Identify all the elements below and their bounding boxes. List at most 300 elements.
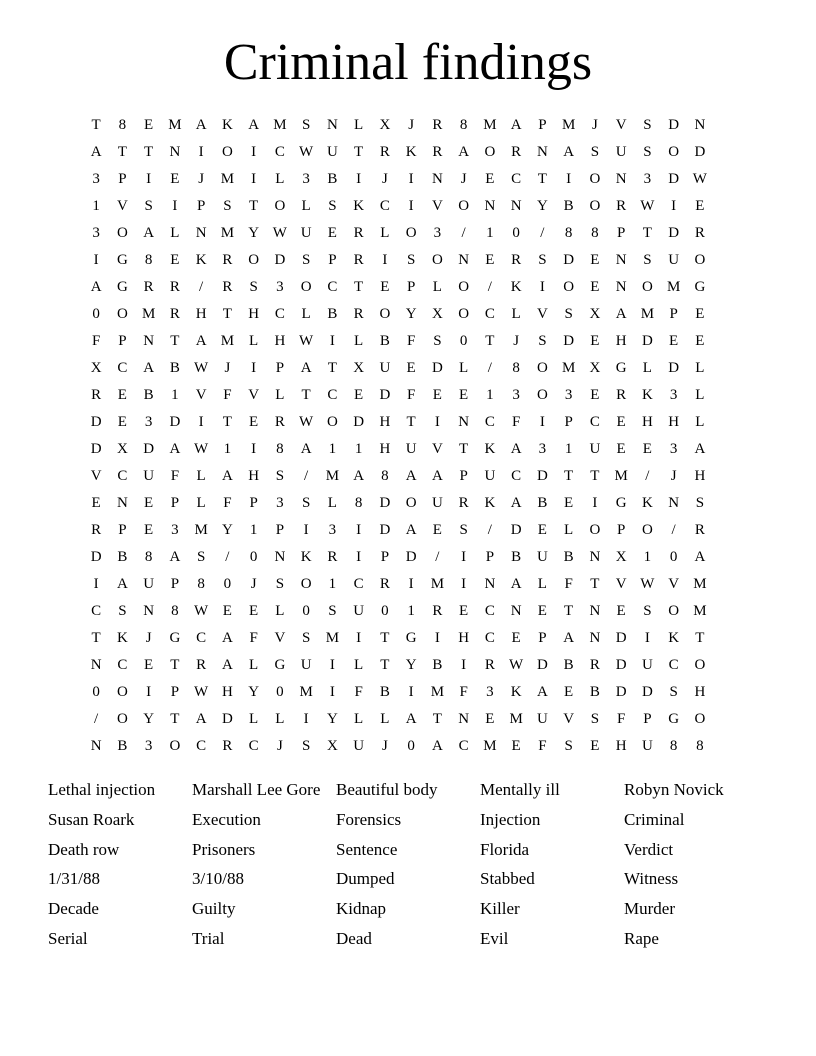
grid-cell: Y	[326, 711, 338, 727]
grid-cell: P	[669, 306, 678, 322]
grid-cell: T	[380, 630, 390, 646]
grid-cell: E	[144, 657, 154, 673]
grid-cell: N	[589, 549, 601, 565]
grid-cell: 0	[276, 684, 284, 700]
grid-cell: H	[641, 414, 653, 430]
grid-cell: L	[564, 522, 574, 538]
grid-cell: R	[91, 387, 102, 403]
grid-cell: R	[616, 198, 627, 214]
grid-cell: U	[353, 738, 365, 754]
grid-cell: 3	[538, 441, 547, 457]
grid-cell: W	[299, 144, 314, 160]
grid-cell: M	[141, 306, 156, 322]
grid-cell: /	[94, 711, 99, 727]
grid-cell: E	[249, 414, 259, 430]
grid-cell: I	[382, 252, 388, 268]
grid-cell: P	[328, 252, 337, 268]
grid-cell: W	[272, 225, 287, 241]
grid-cell: P	[275, 522, 285, 538]
grid-cell: W	[194, 360, 209, 376]
word-list-item: 3/10/88	[192, 869, 244, 889]
grid-cell: A	[116, 576, 128, 592]
grid-cell: R	[353, 306, 364, 322]
grid-cell: S	[328, 198, 337, 214]
grid-cell: A	[195, 711, 207, 727]
grid-cell: A	[90, 279, 102, 295]
grid-cell: E	[144, 495, 154, 511]
grid-cell: O	[300, 576, 312, 592]
grid-cell: X	[589, 306, 601, 322]
grid-cell: A	[694, 441, 706, 457]
grid-cell: R	[589, 657, 600, 673]
grid-cell: V	[431, 198, 443, 214]
grid-cell: U	[536, 549, 548, 565]
grid-cell: L	[301, 306, 311, 322]
grid-cell: L	[249, 333, 259, 349]
grid-cell: R	[222, 279, 233, 295]
grid-cell: C	[511, 468, 522, 484]
grid-cell: B	[327, 171, 338, 187]
grid-row	[83, 492, 733, 519]
grid-cell: E	[327, 225, 337, 241]
grid-cell: M	[325, 630, 340, 646]
word-list-item: Lethal injection	[48, 780, 156, 799]
grid-cell: N	[615, 252, 627, 268]
grid-cell: I	[146, 171, 152, 187]
grid-cell: M	[168, 117, 182, 133]
grid-cell: O	[536, 360, 548, 376]
grid-cell: E	[537, 603, 547, 619]
grid-cell: N	[116, 495, 128, 511]
grid-cell: /	[487, 360, 492, 376]
grid-row	[83, 249, 733, 276]
grid-cell: C	[589, 414, 600, 430]
grid-cell: P	[538, 117, 547, 133]
grid-cell: O	[458, 306, 470, 322]
grid-row	[83, 465, 733, 492]
grid-cell: N	[326, 117, 338, 133]
grid-cell: A	[300, 441, 312, 457]
grid-cell: S	[301, 738, 311, 754]
grid-cell: I	[408, 684, 414, 700]
grid-row	[83, 195, 733, 222]
grid-cell: U	[143, 468, 155, 484]
grid-cell: J	[381, 738, 388, 754]
grid-cell: O	[116, 225, 128, 241]
grid-cell: I	[408, 198, 414, 214]
grid-cell: N	[668, 495, 680, 511]
grid-cell: X	[615, 549, 627, 565]
grid-cell: H	[379, 414, 391, 430]
grid-cell: X	[379, 117, 391, 133]
grid-cell: V	[615, 117, 627, 133]
grid-cell: D	[90, 441, 102, 457]
grid-cell: G	[116, 279, 128, 295]
word-list-item: Forensics	[336, 809, 402, 829]
grid-cell: T	[564, 468, 574, 484]
grid-cell: L	[170, 225, 180, 241]
grid-cell: 8	[354, 495, 363, 511]
grid-cell: O	[458, 198, 470, 214]
grid-cell: N	[615, 171, 627, 187]
grid-cell: S	[301, 495, 311, 511]
grid-row	[83, 222, 733, 249]
grid-cell: L	[354, 711, 364, 727]
grid-cell: C	[511, 171, 522, 187]
grid-cell: E	[406, 360, 416, 376]
word-list-item: Guilty	[192, 899, 236, 919]
grid-cell: U	[589, 441, 601, 457]
grid-cell: T	[354, 144, 364, 160]
grid-row	[83, 573, 733, 600]
grid-cell: F	[223, 387, 232, 403]
grid-cell: P	[170, 684, 180, 700]
grid-cell: 8	[144, 252, 153, 268]
grid-cell: F	[354, 684, 363, 700]
grid-cell: L	[432, 279, 442, 295]
grid-cell: Y	[248, 225, 260, 241]
grid-cell: F	[406, 333, 416, 349]
letter-grid	[83, 114, 733, 762]
grid-cell: M	[194, 522, 208, 538]
grid-cell: A	[615, 306, 627, 322]
grid-cell: T	[144, 144, 154, 160]
grid-cell: S	[643, 144, 652, 160]
grid-cell: N	[169, 144, 181, 160]
grid-cell: S	[144, 198, 153, 214]
word-list	[48, 778, 768, 957]
grid-cell: P	[616, 522, 626, 538]
word-list-item: Stabbed	[480, 869, 535, 889]
grid-cell: P	[485, 549, 495, 565]
grid-cell: H	[694, 468, 706, 484]
grid-cell: V	[274, 630, 286, 646]
grid-cell: Y	[536, 198, 548, 214]
grid-cell: N	[589, 603, 601, 619]
grid-cell: I	[356, 549, 362, 565]
grid-cell: T	[590, 468, 600, 484]
grid-cell: C	[327, 387, 338, 403]
grid-cell: T	[459, 441, 469, 457]
grid-cell: P	[275, 360, 285, 376]
grid-cell: O	[221, 144, 233, 160]
grid-cell: 8	[459, 117, 468, 133]
grid-cell: L	[459, 360, 469, 376]
grid-cell: I	[592, 495, 598, 511]
grid-cell: P	[170, 576, 180, 592]
grid-cell: U	[405, 441, 417, 457]
grid-cell: 3	[302, 171, 310, 187]
grid-cell: N	[589, 630, 601, 646]
grid-cell: D	[694, 144, 706, 160]
grid-cell: 0	[407, 738, 415, 754]
grid-cell: A	[221, 657, 233, 673]
grid-cell: A	[563, 144, 575, 160]
grid-cell: T	[432, 711, 442, 727]
grid-cell: W	[194, 684, 209, 700]
grid-cell: E	[511, 630, 521, 646]
grid-cell: I	[172, 198, 178, 214]
grid-cell: X	[431, 306, 443, 322]
grid-cell: C	[353, 576, 364, 592]
grid-cell: D	[274, 252, 286, 268]
grid-cell: F	[249, 630, 258, 646]
grid-cell: O	[694, 252, 706, 268]
grid-cell: A	[405, 468, 417, 484]
grid-cell: N	[274, 549, 286, 565]
grid-cell: R	[432, 144, 443, 160]
grid-cell: 3	[276, 279, 284, 295]
grid-cell: I	[356, 171, 362, 187]
grid-cell: B	[537, 495, 548, 511]
grid-cell: L	[196, 495, 206, 511]
grid-cell: D	[615, 630, 627, 646]
grid-cell: T	[117, 144, 127, 160]
grid-cell: A	[353, 468, 365, 484]
word-list-item: Verdict	[624, 839, 674, 859]
grid-cell: 0	[92, 684, 100, 700]
grid-cell: K	[353, 198, 365, 214]
grid-row	[83, 276, 733, 303]
grid-cell: F	[406, 387, 416, 403]
grid-cell: S	[538, 252, 547, 268]
grid-cell: E	[590, 279, 600, 295]
grid-cell: R	[353, 225, 364, 241]
grid-cell: O	[484, 144, 496, 160]
grid-cell: P	[459, 468, 468, 484]
grid-cell: 3	[643, 171, 652, 187]
grid-cell: J	[408, 117, 415, 133]
grid-row	[83, 384, 733, 411]
grid-cell: I	[539, 414, 545, 430]
grid-cell: I	[198, 144, 204, 160]
word-list-item: Witness	[624, 869, 679, 889]
grid-cell: B	[563, 198, 574, 214]
grid-cell: A	[143, 225, 155, 241]
grid-cell: S	[643, 252, 652, 268]
grid-cell: Y	[405, 657, 417, 673]
grid-cell: A	[431, 738, 443, 754]
grid-cell: 3	[92, 225, 100, 241]
grid-cell: R	[511, 144, 522, 160]
word-list-item: Dead	[336, 928, 372, 948]
grid-cell: E	[249, 603, 259, 619]
grid-cell: /	[487, 279, 492, 295]
grid-cell: O	[589, 522, 601, 538]
grid-cell: 1	[354, 441, 363, 457]
grid-cell: E	[380, 279, 390, 295]
grid-cell: V	[90, 468, 102, 484]
word-list-item: Killer	[480, 899, 520, 919]
grid-row	[83, 141, 733, 168]
grid-cell: R	[616, 387, 627, 403]
grid-cell: E	[91, 495, 101, 511]
grid-cell: I	[303, 711, 309, 727]
grid-cell: A	[563, 630, 575, 646]
grid-cell: S	[275, 468, 285, 484]
grid-cell: O	[668, 603, 680, 619]
grid-cell: I	[566, 171, 572, 187]
grid-cell: G	[405, 630, 417, 646]
grid-cell: S	[328, 603, 337, 619]
grid-cell: I	[198, 414, 204, 430]
grid-cell: G	[274, 657, 286, 673]
word-list-item: Dumped	[336, 869, 395, 889]
grid-cell: N	[484, 198, 496, 214]
grid-cell: I	[434, 630, 440, 646]
word-list-item: Execution	[192, 809, 261, 829]
grid-cell: H	[694, 684, 706, 700]
grid-cell: K	[510, 279, 522, 295]
grid-cell: T	[354, 279, 364, 295]
grid-cell: C	[274, 144, 285, 160]
grid-cell: P	[118, 171, 127, 187]
grid-cell: D	[169, 414, 181, 430]
grid-cell: C	[91, 603, 102, 619]
grid-cell: E	[695, 306, 705, 322]
grid-cell: E	[695, 198, 705, 214]
grid-cell: S	[406, 252, 416, 268]
grid-cell: E	[590, 333, 600, 349]
grid-cell: D	[668, 171, 680, 187]
grid-cell: I	[539, 279, 545, 295]
grid-cell: D	[379, 495, 391, 511]
grid-cell: D	[90, 414, 102, 430]
grid-row	[83, 168, 733, 195]
grid-cell: K	[510, 684, 522, 700]
grid-row	[83, 546, 733, 573]
grid-cell: U	[326, 144, 338, 160]
grid-cell: M	[299, 684, 313, 700]
grid-cell: L	[380, 225, 390, 241]
grid-cell: B	[143, 387, 154, 403]
grid-cell: F	[616, 711, 626, 727]
word-list-item: Rape	[624, 928, 659, 948]
grid-cell: R	[222, 252, 233, 268]
grid-cell: 3	[92, 171, 100, 187]
grid-cell: M	[220, 333, 235, 349]
grid-cell: L	[327, 495, 337, 511]
grid-cell: J	[670, 468, 677, 484]
grid-cell: P	[118, 333, 127, 349]
grid-cell: D	[563, 252, 575, 268]
grid-cell: O	[458, 279, 470, 295]
grid-cell: E	[459, 387, 469, 403]
grid-cell: S	[301, 252, 311, 268]
grid-cell: I	[408, 171, 414, 187]
grid-cell: R	[222, 738, 233, 754]
grid-cell: M	[220, 225, 235, 241]
grid-cell: R	[274, 414, 285, 430]
grid-cell: S	[249, 279, 258, 295]
grid-cell: P	[380, 549, 390, 565]
grid-cell: 1	[564, 441, 573, 457]
grid-cell: 3	[171, 522, 179, 538]
grid-cell: N	[90, 657, 102, 673]
grid-cell: 3	[669, 441, 678, 457]
grid-cell: /	[671, 522, 676, 538]
grid-cell: P	[196, 198, 206, 214]
grid-cell: S	[695, 495, 705, 511]
grid-cell: E	[170, 171, 180, 187]
grid-cell: V	[615, 576, 627, 592]
grid-cell: 3	[328, 522, 337, 538]
grid-cell: B	[169, 360, 180, 376]
grid-cell: L	[354, 333, 364, 349]
grid-cell: A	[431, 468, 443, 484]
grid-cell: G	[615, 360, 627, 376]
grid-cell: O	[668, 144, 680, 160]
grid-cell: V	[431, 441, 443, 457]
grid-cell: F	[538, 738, 547, 754]
grid-cell: 3	[512, 387, 520, 403]
grid-cell: A	[510, 495, 522, 511]
grid-cell: D	[641, 684, 653, 700]
grid-cell: S	[643, 603, 652, 619]
grid-cell: F	[91, 333, 101, 349]
grid-cell: L	[249, 657, 259, 673]
grid-cell: 1	[249, 522, 258, 538]
grid-cell: T	[590, 576, 600, 592]
grid-cell: W	[640, 576, 655, 592]
grid-cell: G	[694, 279, 706, 295]
grid-cell: I	[356, 630, 362, 646]
grid-cell: A	[405, 711, 417, 727]
grid-cell: A	[405, 522, 417, 538]
grid-row	[83, 627, 733, 654]
grid-cell: A	[510, 117, 522, 133]
grid-cell: E	[669, 333, 679, 349]
grid-cell: E	[117, 414, 127, 430]
grid-cell: T	[537, 171, 547, 187]
grid-cell: K	[195, 252, 207, 268]
grid-cell: W	[692, 171, 707, 187]
grid-cell: A	[248, 117, 260, 133]
grid-cell: U	[641, 657, 653, 673]
grid-cell: 0	[512, 225, 520, 241]
grid-cell: I	[93, 576, 99, 592]
grid-cell: I	[461, 657, 467, 673]
grid-row	[83, 357, 733, 384]
word-list-item: Marshall Lee Gore	[192, 780, 321, 799]
grid-cell: 1	[171, 387, 179, 403]
grid-cell: /	[540, 225, 545, 241]
grid-cell: T	[485, 333, 495, 349]
grid-cell: E	[144, 522, 154, 538]
grid-cell: 8	[144, 549, 153, 565]
grid-cell: 8	[197, 576, 205, 592]
grid-cell: F	[564, 576, 573, 592]
grid-cell: 3	[486, 684, 494, 700]
grid-cell: U	[379, 360, 391, 376]
grid-cell: K	[221, 117, 233, 133]
grid-cell: T	[170, 711, 180, 727]
grid-cell: T	[222, 306, 232, 322]
grid-cell: 0	[459, 333, 468, 349]
word-list-item: Florida	[480, 839, 530, 859]
grid-cell: L	[642, 360, 652, 376]
grid-cell: T	[564, 603, 574, 619]
grid-row	[83, 708, 733, 735]
grid-cell: X	[589, 360, 601, 376]
grid-cell: N	[694, 117, 706, 133]
grid-cell: B	[589, 684, 600, 700]
grid-cell: O	[116, 684, 128, 700]
grid-cell: K	[641, 495, 653, 511]
grid-cell: E	[642, 441, 652, 457]
grid-cell: M	[693, 603, 707, 619]
grid-cell: G	[668, 711, 680, 727]
